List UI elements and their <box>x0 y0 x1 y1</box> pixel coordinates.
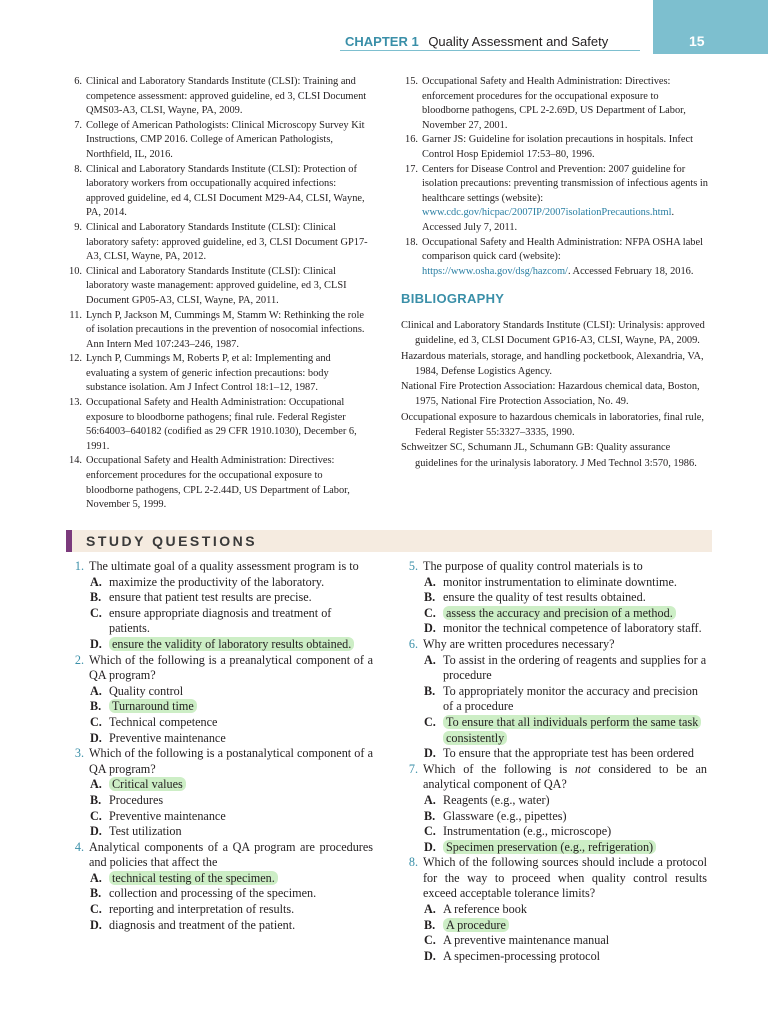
reference-number: 14. <box>69 455 82 467</box>
option-text: ensure appropriate diagnosis and treatment of patients. <box>109 605 332 636</box>
answer-option <box>404 918 707 934</box>
study-questions-banner <box>66 530 712 552</box>
option-text: reporting and interpretation of results. <box>109 902 295 917</box>
question-text-after: considered to be an analytical component of QA? <box>423 761 707 792</box>
reference-link[interactable]: https://www.osha.gov/dsg/hazcom/ <box>422 265 568 277</box>
reference-item <box>398 236 708 280</box>
bibliography-entry: Occupational exposure to hazardous chemicals in laboratories, final rule, Federal Register 55:3327–3335, 1990. <box>401 411 704 439</box>
answer-option <box>404 793 707 809</box>
option-text: diagnosis and treatment of the patient. <box>109 917 296 932</box>
question-number: 4. <box>74 839 84 854</box>
reference-text: Clinical and Laboratory Standards Institute (CLSI): Clinical laboratory waste management: approved guideline, ed 3, CLSI Document GP05-A3, CLSI, Wayne, PA, 2011. <box>86 265 347 306</box>
option-letter: C. <box>90 808 102 823</box>
reference-text: Lynch P, Cummings M, Roberts P, et al: Implementing and evaluating a system of generic infection precautions: body substance isolation. Am J Infect Control 18:1–12, 1987. <box>86 353 331 394</box>
reference-number: 17. <box>405 163 418 175</box>
bibliography-entry: Clinical and Laboratory Standards Institute (CLSI): Urinalysis: approved guideline, ed 3, CLSI Document GP16-A3, CLSI, Wayne, PA, 2009. <box>401 320 705 347</box>
answer-option <box>70 793 373 809</box>
reference-text: Occupational Safety and Health Administration: Directives: enforcement procedures for the occupational exposure to bloodborne pathogens, CPL 2-2.44D, US Department of Labor, November 5, 1999. <box>86 455 350 511</box>
option-letter: A. <box>424 902 436 917</box>
reference-item <box>62 309 370 353</box>
answer-option <box>404 590 707 606</box>
option-letter: A. <box>424 652 436 667</box>
option-text: ensure the quality of test results obtained. <box>443 590 646 605</box>
reference-text: Clinical and Laboratory Standards Institute (CLSI): Training and competence assessment: approved guideline, ed 3, CLSI Document QMS03-A3, CLSI, Wayne, PA, 2009. <box>86 76 367 117</box>
option-letter: C. <box>424 933 436 948</box>
option-letter: C. <box>90 714 102 729</box>
option-text: Preventive maintenance <box>109 808 226 823</box>
reference-text: Lynch P, Jackson M, Cummings M, Stamm W: Rethinking the role of isolation precautions in the prevention of nosocomial infections. Ann Intern Med 107:243–246, 1987. <box>86 309 365 350</box>
reference-text: Centers for Disease Control and Prevention: 2007 guideline for isolation precautions: preventing transmission of infectious agents in healthcare settings (website): <box>422 163 708 204</box>
reference-item <box>398 75 708 133</box>
answer-option <box>70 871 373 887</box>
option-letter: A. <box>90 870 102 885</box>
reference-number: 12. <box>69 353 82 365</box>
option-text: Glassware (e.g., pipettes) <box>443 808 567 823</box>
answer-option <box>70 886 373 902</box>
question-emphasis: not <box>574 761 591 776</box>
option-text: To ensure that the appropriate test has been ordered <box>443 746 694 761</box>
highlighted-answer: Critical values <box>109 777 186 791</box>
highlighted-answer: ensure the validity of laboratory results obtained. <box>109 637 354 651</box>
reference-link[interactable]: www.cdc.gov/hicpac/2007IP/2007isolationPrecautions.html <box>422 207 672 219</box>
option-letter: B. <box>424 590 436 605</box>
question-text: Which of the following sources should include a protocol for the way to proceed when quality control results exceed acceptable tolerance limits? <box>423 855 707 901</box>
option-letter: D. <box>90 730 102 745</box>
question-text: The purpose of quality control materials is to <box>423 559 643 573</box>
question-number: 2. <box>74 652 84 667</box>
answer-option <box>404 621 707 637</box>
question-number: 1. <box>74 559 84 573</box>
reference-number: 11. <box>69 309 82 321</box>
reference-number: 18. <box>405 236 418 248</box>
highlighted-answer: Specimen preservation (e.g., refrigeration) <box>443 840 656 854</box>
bibliography-entry: Hazardous materials, storage, and handling pocketbook, Alexandria, VA, 1984, Defense Logistics Agency. <box>401 350 704 377</box>
answer-option <box>404 949 707 965</box>
reference-text: College of American Pathologists: Clinical Microscopy Survey Kit Instructions, CMP 2016. College of American Pathologists, Northfield, IL, 2016. <box>86 119 365 160</box>
banner-accent <box>66 530 72 552</box>
answer-option <box>70 918 373 934</box>
answer-option <box>70 699 373 715</box>
option-letter: B. <box>90 590 102 605</box>
answer-option <box>404 746 707 762</box>
answer-option <box>404 653 707 684</box>
option-letter: D. <box>90 824 102 839</box>
option-letter: B. <box>90 886 102 901</box>
chapter-label: CHAPTER 1 <box>345 34 419 49</box>
question-text: Which of the following is a postanalytical component of a QA program? <box>89 746 373 776</box>
option-letter: B. <box>424 917 436 932</box>
questions-right-column <box>404 559 707 964</box>
reference-text: Occupational Safety and Health Administration: Occupational exposure to bloodborne pathogens; final rule. Federal Register 56:64003–640182 (codified as 29 CFR 1910.1030), December 6, 1991. <box>86 397 357 452</box>
highlighted-answer: To ensure that all individuals perform the same task consistently <box>443 715 701 745</box>
reference-text: Clinical and Laboratory Standards Institute (CLSI): Clinical laboratory safety: approved guideline, ed 3, CLSI Document GP17-A3, CLSI, Wayne, PA, 2012. <box>86 221 368 263</box>
answer-option <box>404 809 707 825</box>
reference-item <box>62 119 370 163</box>
option-letter: A. <box>424 792 436 807</box>
option-letter: C. <box>90 902 102 917</box>
reference-text: Clinical and Laboratory Standards Institute (CLSI): Protection of laboratory workers from occupationally acquired infections: approved guideline, ed 4, CLSI Document M29-A4, CLSI, Wayne, PA, 2014. <box>86 163 365 219</box>
answer-option <box>70 590 373 606</box>
question-stem <box>404 762 707 793</box>
question-text: Why are written procedures necessary? <box>423 636 615 651</box>
question-number: 6. <box>408 636 418 651</box>
option-letter: A. <box>424 574 436 589</box>
answer-option <box>404 840 707 856</box>
reference-number: 8. <box>74 163 82 175</box>
answer-option <box>404 933 707 949</box>
reference-text: Occupational Safety and Health Administration: Directives: enforcement procedures for the occupational exposure to bloodborne pathogens, CPL 2-2.69D, US Department of Labor, November 27, 2001. <box>422 76 686 131</box>
reference-number: 9. <box>74 221 82 233</box>
page-header <box>0 0 768 54</box>
reference-number: 10. <box>69 265 82 277</box>
question-text: Analytical components of a QA program are procedures and policies that affect the <box>89 839 373 870</box>
option-text: Preventive maintenance <box>109 730 226 745</box>
highlighted-answer: technical testing of the specimen. <box>109 871 278 885</box>
bibliography-entry: Schweitzer SC, Schumann JL, Schumann GB: Quality assurance guidelines for the urinalysis laboratory. J Med Technol 3:570, 1986. <box>401 442 697 469</box>
answer-option <box>70 809 373 825</box>
answer-option <box>404 684 707 715</box>
option-letter: A. <box>90 777 102 792</box>
option-text: Procedures <box>109 792 164 807</box>
question-text: Which of the following is a preanalytical component of a QA program? <box>89 652 373 683</box>
option-text: monitor instrumentation to eliminate downtime. <box>443 574 677 589</box>
reference-item <box>62 75 370 119</box>
reference-item <box>398 133 708 162</box>
page-number-tab <box>653 0 768 54</box>
answer-option <box>70 637 373 653</box>
study-questions-heading: STUDY QUESTIONS <box>86 533 258 549</box>
reference-number: 15. <box>405 76 418 87</box>
question-stem <box>70 746 373 777</box>
answer-option <box>404 575 707 591</box>
running-head <box>345 34 608 49</box>
answer-option <box>70 731 373 747</box>
option-text: collection and processing of the specimen. <box>109 886 317 901</box>
reference-item <box>62 454 370 512</box>
highlighted-answer: assess the accuracy and precision of a method. <box>443 606 676 620</box>
option-text: Test utilization <box>109 824 182 839</box>
reference-item <box>62 352 370 396</box>
question-number: 7. <box>408 761 418 776</box>
highlighted-answer: A procedure <box>443 918 509 932</box>
header-rule <box>340 50 640 51</box>
reference-number: 13. <box>69 397 82 409</box>
reference-text: Occupational Safety and Health Administration: NFPA OSHA label comparison quick card (website): <box>422 236 703 263</box>
option-letter: C. <box>90 605 102 620</box>
question-stem <box>70 653 373 684</box>
option-letter: D. <box>424 621 436 636</box>
option-letter: D. <box>424 746 436 761</box>
option-text: ensure that patient test results are precise. <box>109 590 312 605</box>
option-letter: C. <box>424 605 436 620</box>
answer-option <box>70 606 373 637</box>
question-stem <box>404 637 707 653</box>
option-letter: B. <box>424 808 436 823</box>
answer-option <box>70 824 373 840</box>
highlighted-answer: Turnaround time <box>109 699 197 713</box>
question-stem <box>404 855 707 902</box>
option-text: Instrumentation (e.g., microscope) <box>443 824 612 839</box>
bibliography-entry: National Fire Protection Association: Hazardous chemical data, Boston, 1975, National Fire Protection Association, No. 49. <box>401 381 700 408</box>
reference-item <box>398 163 708 236</box>
option-letter: C. <box>424 824 436 839</box>
questions-left-column <box>70 559 373 933</box>
option-letter: D. <box>424 839 436 854</box>
option-letter: B. <box>424 683 436 698</box>
option-letter: C. <box>424 714 436 729</box>
option-letter: D. <box>90 917 102 932</box>
option-text: A preventive maintenance manual <box>443 933 610 948</box>
option-letter: D. <box>90 636 102 651</box>
question-text: Which of the following is <box>423 761 575 776</box>
answer-option <box>70 902 373 918</box>
page-number: 15 <box>689 33 705 49</box>
option-text: monitor the technical competence of laboratory staff. <box>443 621 702 636</box>
reference-item <box>62 163 370 221</box>
reference-number: 6. <box>74 76 82 87</box>
option-text: Reagents (e.g., water) <box>443 792 550 807</box>
answer-option <box>70 715 373 731</box>
reference-item <box>62 265 370 309</box>
answer-option <box>70 684 373 700</box>
bibliography-heading: BIBLIOGRAPHY <box>401 291 505 306</box>
option-text: maximize the productivity of the laboratory. <box>109 574 325 589</box>
bibliography-list <box>401 318 709 471</box>
question-number: 3. <box>74 746 84 761</box>
answer-option <box>70 777 373 793</box>
question-number: 5. <box>408 559 418 573</box>
option-text: A reference book <box>443 902 527 917</box>
option-letter: A. <box>90 683 102 698</box>
answer-option <box>404 715 707 746</box>
reference-number: 16. <box>405 134 418 146</box>
option-letter: B. <box>90 699 102 714</box>
question-stem <box>404 559 707 575</box>
reference-text-after: . Accessed July 7, 2011. <box>422 207 675 233</box>
option-letter: B. <box>90 792 102 807</box>
reference-text: Garner JS: Guideline for isolation precautions in hospitals. Infect Control Hosp Epidemiol 17:53–80, 1996. <box>422 134 693 160</box>
option-letter: A. <box>90 574 102 589</box>
question-number: 8. <box>408 855 418 870</box>
reference-item <box>62 396 370 454</box>
option-text: To appropriately monitor the accuracy and precision of a procedure <box>443 683 698 714</box>
references-right-column <box>398 75 708 279</box>
option-text: To assist in the ordering of reagents and supplies for a procedure <box>443 652 707 683</box>
answer-option <box>404 902 707 918</box>
answer-option <box>404 824 707 840</box>
question-stem <box>70 840 373 871</box>
reference-number: 7. <box>74 119 82 131</box>
option-text: Technical competence <box>109 714 218 729</box>
reference-item <box>62 221 370 265</box>
question-text: The ultimate goal of a quality assessment program is to <box>89 559 359 573</box>
reference-text-after: . Accessed February 18, 2016. <box>567 265 694 277</box>
answer-option <box>404 606 707 622</box>
answer-option <box>70 575 373 591</box>
option-letter: D. <box>424 948 436 963</box>
option-text: A specimen-processing protocol <box>443 948 601 963</box>
references-left-column <box>62 75 370 513</box>
option-text: Quality control <box>109 683 184 698</box>
chapter-title: Quality Assessment and Safety <box>428 34 609 49</box>
question-stem <box>70 559 373 575</box>
